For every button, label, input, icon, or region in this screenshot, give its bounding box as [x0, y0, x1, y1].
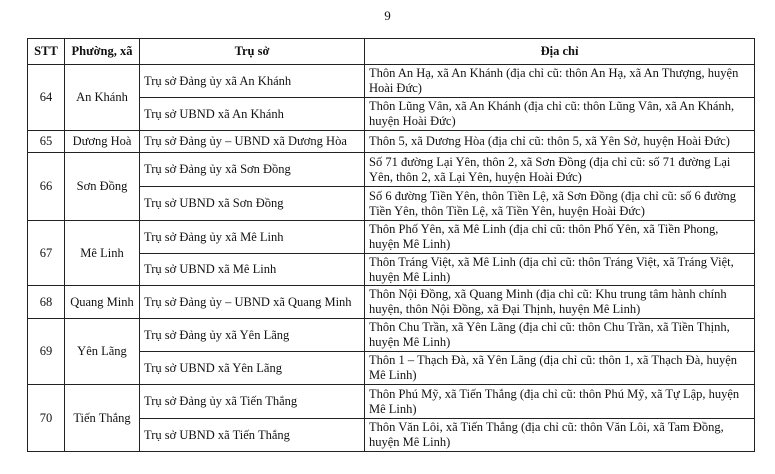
ward-cell: Dương Hoà — [65, 131, 140, 153]
headquarters-cell: Trụ sở UBND xã Yên Lãng — [140, 352, 365, 385]
headquarters-table — [27, 38, 755, 452]
address-cell: Thôn Phú Mỹ, xã Tiến Thắng (địa chỉ cũ: thôn Phú Mỹ, xã Tự Lập, huyện Mê Linh) — [365, 385, 755, 419]
address-cell: Thôn Chu Trần, xã Yên Lãng (địa chỉ cũ: thôn Chu Trần, xã Tiền Thịnh, huyện Mê Linh) — [365, 319, 755, 352]
ward-cell: Tiến Thắng — [65, 385, 140, 452]
address-cell: Thôn Tráng Việt, xã Mê Linh (địa chỉ cũ: thôn Tráng Việt, xã Tráng Việt, huyện Mê Linh) — [365, 254, 755, 286]
header-stt: STT — [28, 39, 65, 65]
headquarters-cell: Trụ sở UBND xã Tiến Thắng — [140, 419, 365, 452]
table-row — [28, 286, 755, 319]
stt-cell: 69 — [28, 319, 65, 385]
headquarters-cell: Trụ sở Đảng ủy xã Sơn Đồng — [140, 153, 365, 187]
table-header-row — [28, 39, 755, 65]
table-row — [28, 385, 755, 419]
header-ward: Phường, xã — [65, 39, 140, 65]
address-cell: Số 71 đường Lại Yên, thôn 2, xã Sơn Đồng (địa chỉ cũ: số 71 đường Lại Yên, thôn 2, xã Lại Yên, huyện Hoài Đức) — [365, 153, 755, 187]
stt-cell: 64 — [28, 65, 65, 131]
address-cell: Thôn Nội Đồng, xã Quang Minh (địa chỉ cũ: Khu trung tâm hành chính huyện, thôn Nội Đồng, xã Đại Thịnh, huyện Mê Linh) — [365, 286, 755, 319]
ward-cell: Mê Linh — [65, 221, 140, 286]
table-row — [28, 153, 755, 187]
address-cell: Thôn Lũng Vân, xã An Khánh (địa chỉ cũ: thôn Lũng Vân, xã An Khánh, huyện Hoài Đức) — [365, 98, 755, 131]
stt-cell: 70 — [28, 385, 65, 452]
table-body — [28, 65, 755, 452]
headquarters-cell: Trụ sở Đảng ủy xã Tiến Thắng — [140, 385, 365, 419]
ward-cell: An Khánh — [65, 65, 140, 131]
address-cell: Thôn 5, xã Dương Hòa (địa chỉ cũ: thôn 5, xã Yên Sở, huyện Hoài Đức) — [365, 131, 755, 153]
headquarters-cell: Trụ sở UBND xã An Khánh — [140, 98, 365, 131]
address-cell: Thôn 1 – Thạch Đà, xã Yên Lãng (địa chỉ cũ: thôn 1, xã Thạch Đà, huyện Mê Linh) — [365, 352, 755, 385]
headquarters-cell: Trụ sở UBND xã Sơn Đồng — [140, 187, 365, 221]
stt-cell: 67 — [28, 221, 65, 286]
address-cell: Số 6 đường Tiền Yên, thôn Tiền Lệ, xã Sơn Đồng (địa chỉ cũ: số 6 đường Tiền Yên, thôn Tiền Lệ, xã Tiền Yên, huyện Hoài Đức) — [365, 187, 755, 221]
ward-cell: Quang Minh — [65, 286, 140, 319]
table-row — [28, 319, 755, 352]
page-number: 9 — [384, 8, 391, 23]
header-address: Địa chỉ — [365, 39, 755, 65]
stt-cell: 65 — [28, 131, 65, 153]
headquarters-cell: Trụ sở Đảng ủy – UBND xã Quang Minh — [140, 286, 365, 319]
address-cell: Thôn Văn Lôi, xã Tiến Thắng (địa chỉ cũ: thôn Văn Lôi, xã Tam Đồng, huyện Mê Linh) — [365, 419, 755, 452]
stt-cell: 68 — [28, 286, 65, 319]
table-row — [28, 65, 755, 98]
table-row — [28, 131, 755, 153]
headquarters-cell: Trụ sở Đảng ủy xã An Khánh — [140, 65, 365, 98]
header-headquarters: Trụ sở — [140, 39, 365, 65]
stt-cell: 66 — [28, 153, 65, 221]
headquarters-cell: Trụ sở Đảng ủy xã Mê Linh — [140, 221, 365, 254]
ward-cell: Sơn Đồng — [65, 153, 140, 221]
headquarters-cell: Trụ sở UBND xã Mê Linh — [140, 254, 365, 286]
ward-cell: Yên Lãng — [65, 319, 140, 385]
headquarters-cell: Trụ sở Đảng ủy – UBND xã Dương Hòa — [140, 131, 365, 153]
headquarters-cell: Trụ sở Đảng ủy xã Yên Lãng — [140, 319, 365, 352]
address-cell: Thôn An Hạ, xã An Khánh (địa chỉ cũ: thôn An Hạ, xã An Thượng, huyện Hoài Đức) — [365, 65, 755, 98]
address-cell: Thôn Phố Yên, xã Mê Linh (địa chỉ cũ: thôn Phố Yên, xã Tiền Phong, huyện Mê Linh) — [365, 221, 755, 254]
table-row — [28, 221, 755, 254]
